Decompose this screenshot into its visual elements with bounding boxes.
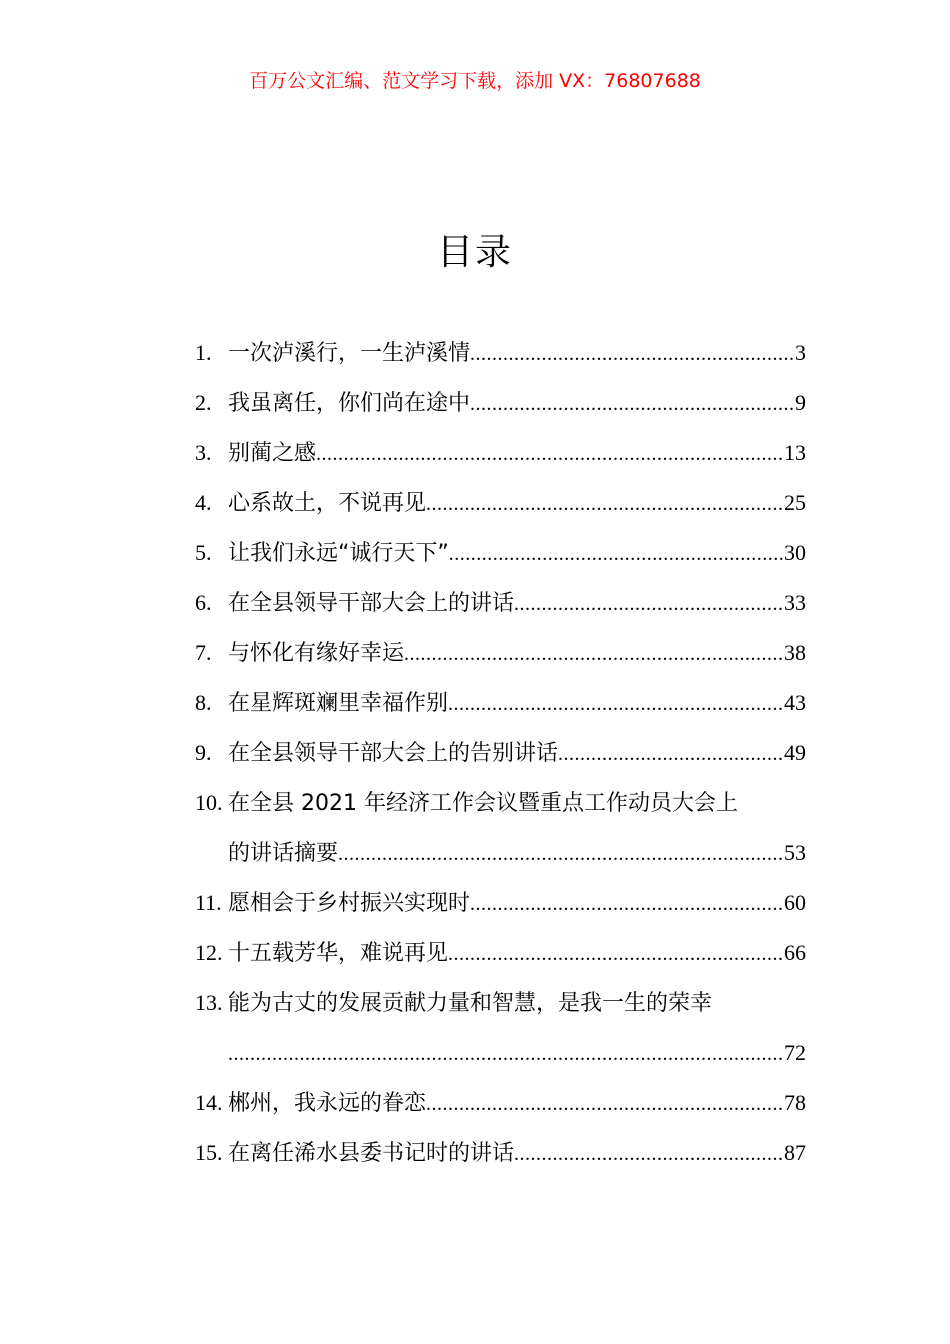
toc-entry-number: 4. [195, 490, 212, 515]
toc-page-number: 3 [795, 340, 806, 365]
toc-entry-line [195, 328, 806, 378]
toc-entry-line [195, 828, 806, 878]
toc-entry-line [195, 1128, 806, 1178]
toc-entry-line [195, 1078, 806, 1128]
toc-page-number: 9 [795, 390, 806, 415]
page-title: 目录 [436, 232, 513, 273]
toc-leader-dots [316, 429, 783, 478]
toc-page-number: 53 [784, 840, 806, 865]
toc-entry[interactable] [195, 878, 806, 928]
toc-entry-line [195, 1028, 806, 1078]
toc-leader-dots [228, 1029, 783, 1078]
toc-page-number: 66 [784, 940, 806, 965]
toc-entry-number: 10. [195, 790, 223, 815]
toc-entry[interactable] [195, 478, 806, 528]
toc-entry-title: 在全县领导干部大会上的讲话 [228, 591, 515, 616]
toc-entry-title: 郴州，我永远的眷恋 [228, 1091, 427, 1116]
toc-page-number: 78 [784, 1090, 806, 1115]
toc-entry[interactable] [195, 528, 806, 578]
toc-leader-dots [449, 529, 783, 578]
toc-entry-line [195, 578, 806, 628]
toc-leader-dots [426, 479, 783, 528]
toc-entry-number: 7. [195, 640, 212, 665]
toc-page-number: 33 [784, 590, 806, 615]
toc-leader-dots [558, 729, 783, 778]
toc-entry-number: 13. [195, 990, 223, 1015]
watermark-header: 百万公文汇编、范文学习下载，添加 VX：76807688 [249, 70, 701, 92]
toc-entry[interactable] [195, 1078, 806, 1128]
toc-page-number: 43 [784, 690, 806, 715]
toc-entry-number: 9. [195, 740, 212, 765]
toc-entry[interactable] [195, 1128, 806, 1178]
toc-entry-number: 8. [195, 690, 212, 715]
toc-leader-dots [514, 579, 783, 628]
toc-entry-title: 能为古丈的发展贡献力量和智慧，是我一生的荣幸 [228, 991, 713, 1016]
toc-leader-dots [404, 629, 783, 678]
toc-entry-title: 在全县 2021 年经济工作会议暨重点工作动员大会上 [228, 791, 738, 816]
toc-entry-line [195, 478, 806, 528]
toc-entry-line [195, 378, 806, 428]
toc-page-number: 72 [784, 1040, 806, 1065]
toc-entry-number: 15. [195, 1140, 223, 1165]
toc-entry-title: 一次泸溪行，一生泸溪情 [228, 341, 471, 366]
toc-entry[interactable] [195, 678, 806, 728]
toc-entry-number: 12. [195, 940, 223, 965]
toc-entry-line [195, 878, 806, 928]
toc-entry[interactable] [195, 628, 806, 678]
toc-entry-title: 别蔺之感 [228, 441, 317, 466]
toc-entry-number: 1. [195, 340, 212, 365]
toc-entry-number: 2. [195, 390, 212, 415]
toc-entry-line [195, 728, 806, 778]
toc-page-number: 87 [784, 1140, 806, 1165]
toc-entry-line [195, 428, 806, 478]
toc-entry-title: 我虽离任，你们尚在途中 [228, 391, 471, 416]
toc-leader-dots [426, 1079, 783, 1128]
toc-leader-dots [470, 329, 794, 378]
toc-leader-dots [514, 1129, 783, 1178]
toc-entry-number: 11. [195, 890, 222, 915]
toc-entry-title: 在星辉斑斓里幸福作别 [228, 691, 449, 716]
toc-entry-line [195, 928, 806, 978]
toc-entry-line [195, 628, 806, 678]
toc-entry-number: 14. [195, 1090, 223, 1115]
toc-entry-line [195, 528, 806, 578]
toc-leader-dots [448, 929, 783, 978]
toc-entry[interactable] [195, 778, 806, 878]
toc-entry-number: 3. [195, 440, 212, 465]
toc-entry-title: 让我们永远“诚行天下” [228, 541, 449, 566]
toc-entry-title: 十五载芳华，难说再见 [228, 941, 449, 966]
toc-entry-line [195, 778, 806, 828]
toc-entry[interactable] [195, 328, 806, 378]
toc-entry-number: 5. [195, 540, 212, 565]
toc-entry-title: 愿相会于乡村振兴实现时 [228, 891, 471, 916]
toc-entry[interactable] [195, 928, 806, 978]
toc-page-number: 13 [784, 440, 806, 465]
toc-page-number: 30 [784, 540, 806, 565]
toc-entry[interactable] [195, 978, 806, 1078]
toc-entry-title: 在离任浠水县委书记时的讲话 [228, 1141, 515, 1166]
toc-entry-title: 心系故土，不说再见 [228, 491, 427, 516]
toc-page-number: 60 [784, 890, 806, 915]
toc-entry-title: 在全县领导干部大会上的告别讲话 [228, 741, 559, 766]
toc-entry-title: 的讲话摘要 [228, 841, 339, 866]
toc-entry[interactable] [195, 578, 806, 628]
toc-leader-dots [448, 679, 783, 728]
toc-entry-line [195, 978, 806, 1028]
toc-entry[interactable] [195, 378, 806, 428]
toc-entry[interactable] [195, 428, 806, 478]
toc-page-number: 25 [784, 490, 806, 515]
toc-page-number: 49 [784, 740, 806, 765]
toc-page-number: 38 [784, 640, 806, 665]
toc-leader-dots [338, 829, 783, 878]
toc-entry-line [195, 678, 806, 728]
toc-leader-dots [470, 879, 783, 928]
toc-leader-dots [470, 379, 794, 428]
table-of-contents [195, 328, 806, 1178]
toc-entry-title: 与怀化有缘好幸运 [228, 641, 405, 666]
toc-entry[interactable] [195, 728, 806, 778]
toc-entry-number: 6. [195, 590, 212, 615]
